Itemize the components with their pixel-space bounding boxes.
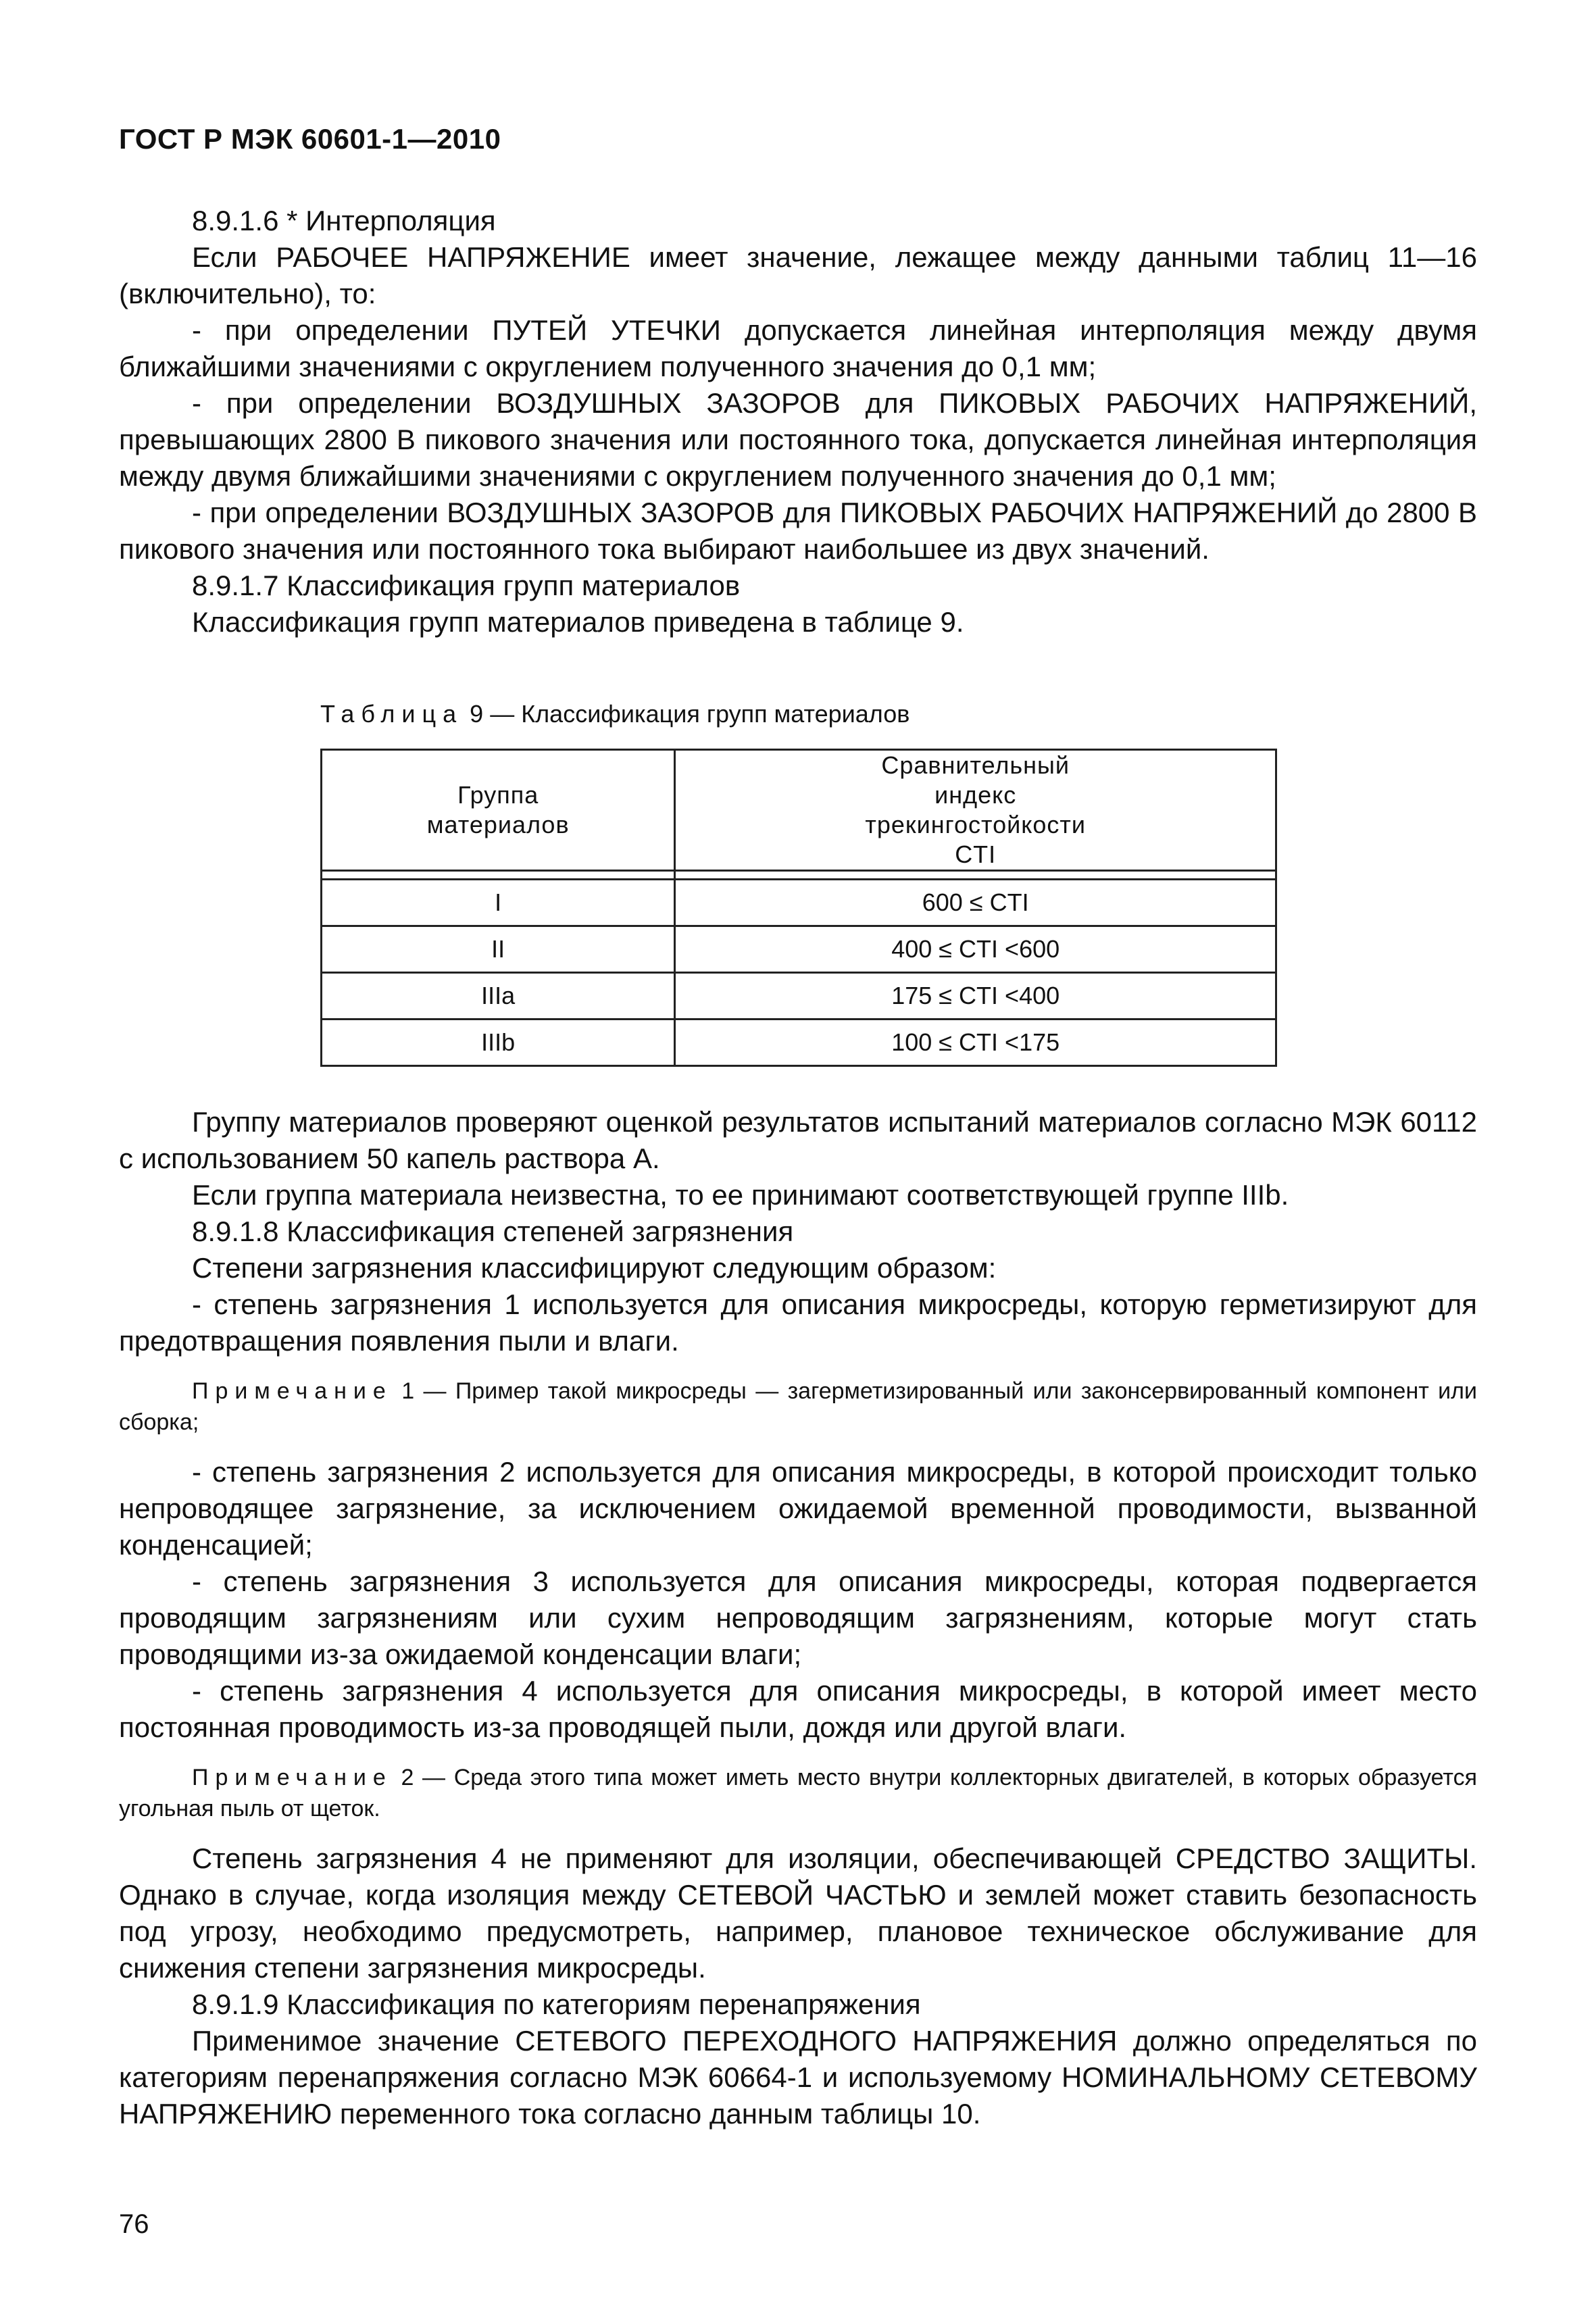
paragraph: - при определении ВОЗДУШНЫХ ЗАЗОРОВ для ПИКОВЫХ РАБОЧИХ НАПРЯЖЕНИЙ, превышающих 2800 В пикового значения или постоянного тока, допускается линейная интерполяция между двумя ближайшими значениями с округлением полученного значения до 0,1 мм; <box>119 387 1477 492</box>
section-pollution <box>119 1104 1477 2132</box>
document-header: ГОСТ Р МЭК 60601-1—2010 <box>119 123 501 155</box>
table-caption <box>320 700 909 728</box>
materials-table <box>320 749 1277 1067</box>
paragraph: Если группа материала неизвестна, то ее принимают соответствующей группе IIIb. <box>192 1179 1289 1211</box>
page-number: 76 <box>119 2209 149 2239</box>
section-heading: 8.9.1.9 Классификация по категориям перенапряжения <box>192 1988 921 2020</box>
note-text: 2 — Среда этого типа может иметь место внутри коллекторных двигателей, в которых образуется угольная пыль от щеток. <box>119 1765 1477 1821</box>
note-label: Примечание <box>192 1378 393 1404</box>
paragraph: Степень загрязнения 4 не применяют для изоляции, обеспечивающей СРЕДСТВО ЗАЩИТЫ. Однако в случае, когда изоляция между СЕТЕВОЙ ЧАСТЬЮ и землей может ставить безопасность под угрозу, необходимо предусмотреть, например, плановое техническое обслуживание для снижения степени загрязнения микросреды. <box>119 1842 1477 1984</box>
paragraph: - степень загрязнения 4 используется для описания микросреды, в которой имеет место постоянная проводимость из-за проводящей пыли, дождя или другой влаги. <box>119 1675 1477 1743</box>
section-interpolation <box>119 203 1477 640</box>
paragraph: - при определении ПУТЕЙ УТЕЧКИ допускается линейная интерполяция между двумя ближайшими значениями с округлением полученного значения до 0,1 мм; <box>119 314 1477 382</box>
note-label: Примечание <box>192 1765 393 1790</box>
column-header-group: Группа материалов <box>322 750 675 871</box>
column-header-cti: Сравнительный индекс трекингостойкости CTI <box>675 750 1276 871</box>
table-row <box>322 880 1276 926</box>
cell-group: I <box>322 880 675 926</box>
section-heading: 8.9.1.8 Классификация степеней загрязнения <box>192 1215 794 1247</box>
table-caption-title: 9 — Классификация групп материалов <box>470 700 910 728</box>
table-row <box>322 1020 1276 1066</box>
cell-cti: 600 ≤ CTI <box>675 880 1276 926</box>
table-header-gap <box>322 871 1276 880</box>
table-caption-label: Таблица <box>320 700 464 728</box>
cell-cti: 175 ≤ CTI <400 <box>675 973 1276 1020</box>
paragraph: - при определении ВОЗДУШНЫХ ЗАЗОРОВ для ПИКОВЫХ РАБОЧИХ НАПРЯЖЕНИЙ до 2800 В пикового значения или постоянного тока выбирают наибольшее из двух значений. <box>119 497 1477 565</box>
paragraph: Степени загрязнения классифицируют следующим образом: <box>192 1252 997 1284</box>
cell-group: IIIb <box>322 1020 675 1066</box>
paragraph: Классификация групп материалов приведена в таблице 9. <box>192 606 964 638</box>
note-1 <box>119 1376 1477 1438</box>
cell-group: IIIa <box>322 973 675 1020</box>
paragraph: - степень загрязнения 3 используется для описания микросреды, которая подвергается проводящим загрязнениям или сухим непроводящим загрязнениям, которые могут стать проводящими из-за ожидаемой конденсации влаги; <box>119 1565 1477 1670</box>
paragraph: Применимое значение СЕТЕВОГО ПЕРЕХОДНОГО НАПРЯЖЕНИЯ должно определяться по категориям перенапряжения согласно МЭК 60664-1 и используемому НОМИНАЛЬНОМУ СЕТЕВОМУ НАПРЯЖЕНИЮ переменного тока согласно данным таблицы 10. <box>119 2025 1477 2130</box>
note-text: 1 — Пример такой микросреды — загерметизированный или законсервированный компонент или сборка; <box>119 1378 1477 1435</box>
table-row <box>322 926 1276 973</box>
note-2 <box>119 1762 1477 1824</box>
cell-group: II <box>322 926 675 973</box>
paragraph: Если РАБОЧЕЕ НАПРЯЖЕНИЕ имеет значение, лежащее между данными таблиц 11—16 (включительно), то: <box>119 241 1477 309</box>
cell-cti: 400 ≤ CTI <600 <box>675 926 1276 973</box>
paragraph: Группу материалов проверяют оценкой результатов испытаний материалов согласно МЭК 60112 с использованием 50 капель раствора А. <box>119 1106 1477 1174</box>
table-header-row <box>322 750 1276 871</box>
section-heading: 8.9.1.6 * Интерполяция <box>192 205 496 236</box>
paragraph: - степень загрязнения 2 используется для описания микросреды, в которой происходит только непроводящее загрязнение, за исключением ожидаемой временной проводимости, вызванной конденсацией; <box>119 1456 1477 1561</box>
section-heading: 8.9.1.7 Классификация групп материалов <box>192 570 741 601</box>
cell-cti: 100 ≤ CTI <175 <box>675 1020 1276 1066</box>
table-row <box>322 973 1276 1020</box>
paragraph: - степень загрязнения 1 используется для описания микросреды, которую герметизируют для предотвращения появления пыли и влаги. <box>119 1288 1477 1357</box>
